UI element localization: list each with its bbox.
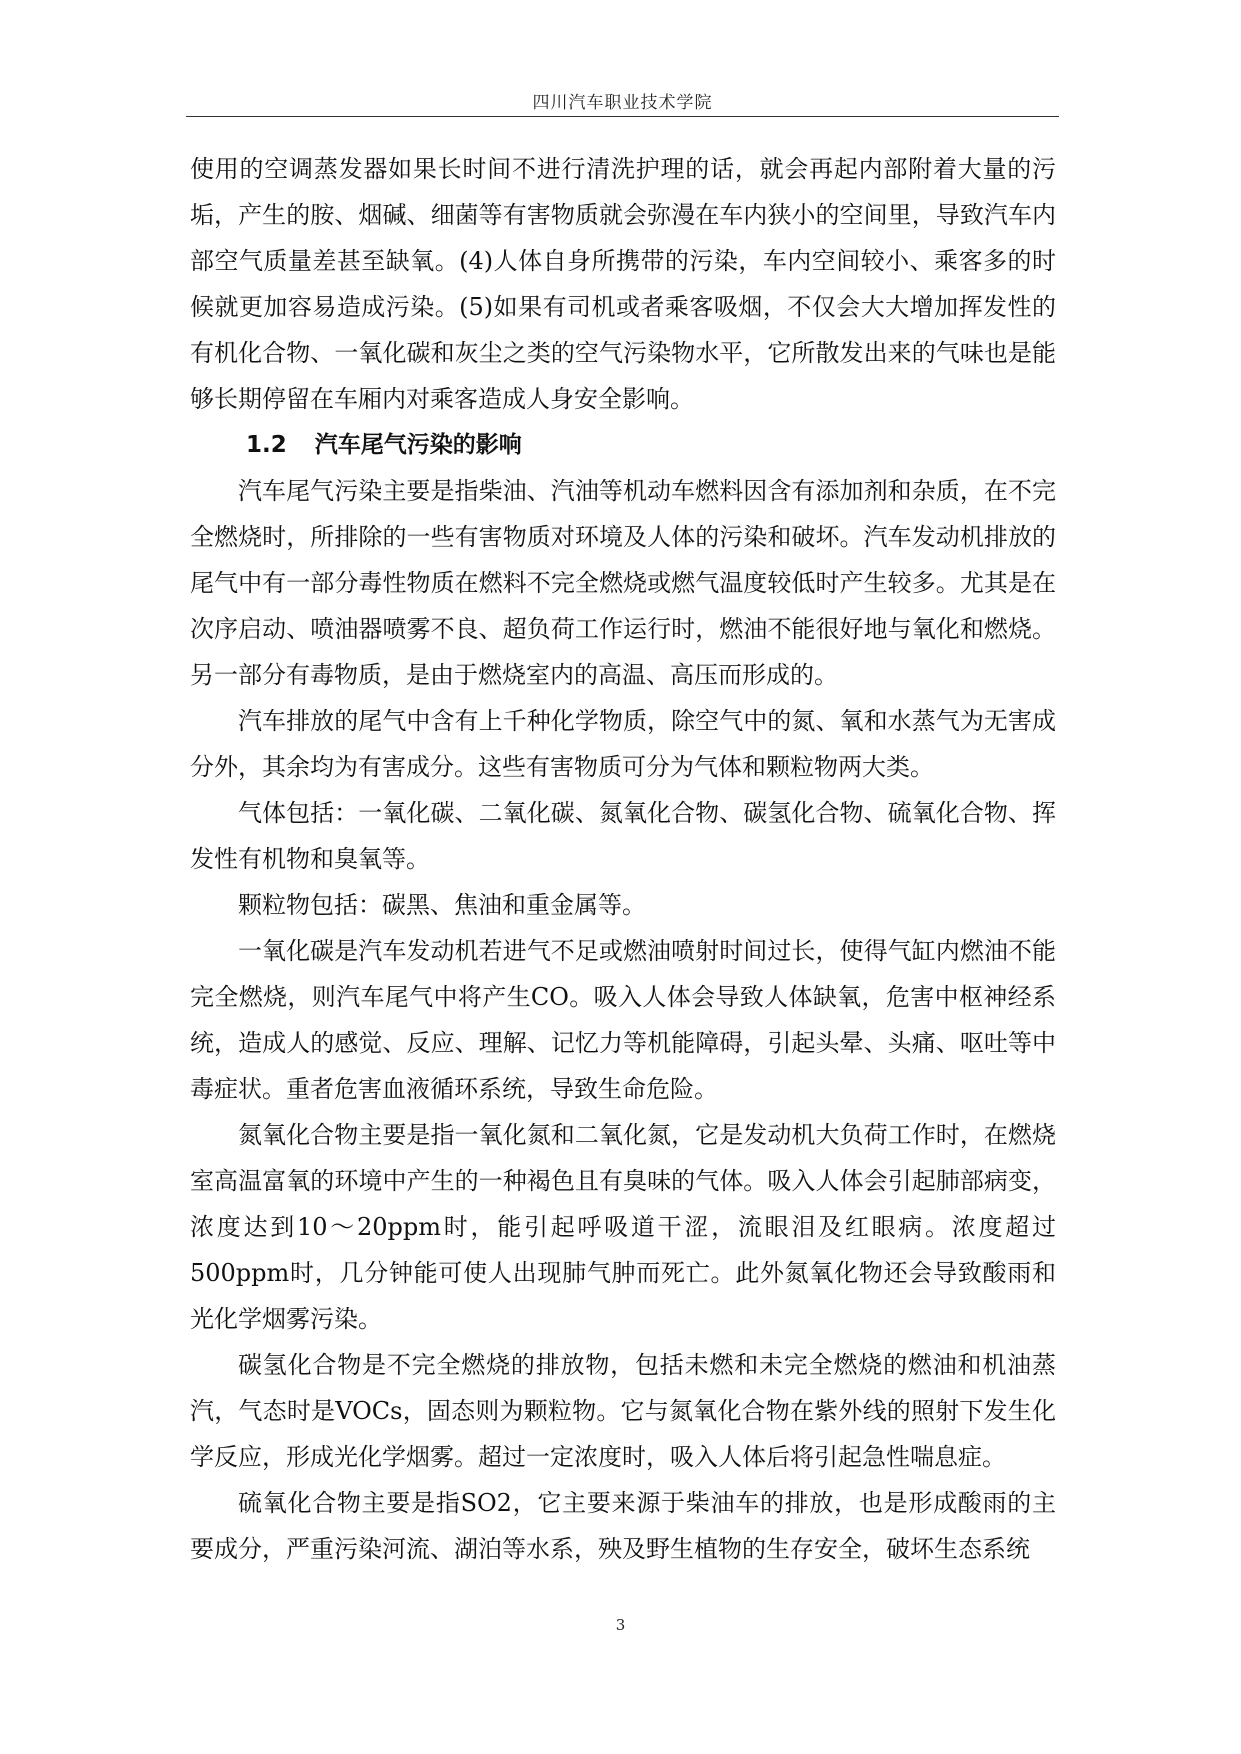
paragraph-continued: 使用的空调蒸发器如果长时间不进行清洗护理的话，就会再起内部附着大量的污垢，产生的胺、烟碱、细菌等有害物质就会弥漫在车内狭小的空间里，导致汽车内部空气质量差甚至缺氧。(4)人体自身所携带的污染，车内空间较小、乘客多的时候就更加容易造成污染。(5)如果有司机或者乘客吸烟，不仅会大大增加挥发性的有机化合物、一氧化碳和灰尘之类的空气污染物水平，它所散发出来的气味也是能够长期停留在车厢内对乘客造成人身安全影响。	[190, 155, 1056, 413]
paragraph-exhaust-composition: 汽车排放的尾气中含有上千种化学物质，除空气中的氮、氧和水蒸气为无害成分外，其余均为有害成分。这些有害物质可分为气体和颗粒物两大类。	[190, 707, 1056, 781]
header-divider	[186, 116, 1059, 117]
paragraph-gases: 气体包括：一氧化碳、二氧化碳、氮氧化合物、碳氢化合物、硫氧化合物、挥发性有机物和臭氧等。	[190, 799, 1056, 873]
page-number: 3	[615, 1616, 626, 1634]
document-body	[190, 146, 1056, 1572]
section-number: 1.2	[246, 432, 287, 458]
paragraph-nitrogen-oxides: 氮氧化合物主要是指一氧化氮和二氧化氮，它是发动机大负荷工作时，在燃烧室高温富氧的环境中产生的一种褐色且有臭味的气体。吸入人体会引起肺部病变，浓度达到10～20ppm时，能引起呼吸道干涩，流眼泪及红眼病。浓度超过500ppm时，几分钟能可使人出现肺气肿而死亡。此外氮氧化物还会导致酸雨和光化学烟雾污染。	[190, 1121, 1056, 1333]
section-heading	[190, 422, 1056, 468]
paragraph-carbon-monoxide: 一氧化碳是汽车发动机若进气不足或燃油喷射时间过长，使得气缸内燃油不能完全燃烧，则汽车尾气中将产生CO。吸入人体会导致人体缺氧，危害中枢神经系统，造成人的感觉、反应、理解、记忆力等机能障碍，引起头晕、头痛、呕吐等中毒症状。重者危害血液循环系统，导致生命危险。	[190, 937, 1056, 1103]
paragraph-particulates: 颗粒物包括：碳黑、焦油和重金属等。	[238, 891, 646, 919]
page-header-title: 四川汽车职业技术学院	[532, 93, 713, 113]
paragraph-sulfur-oxides: 硫氧化合物主要是指SO2，它主要来源于柴油车的排放，也是形成酸雨的主要成分，严重污染河流、湖泊等水系，殃及野生植物的生存安全，破坏生态系统	[190, 1489, 1056, 1563]
paragraph-hydrocarbons: 碳氢化合物是不完全燃烧的排放物，包括未燃和未完全燃烧的燃油和机油蒸汽，气态时是VOCs，固态则为颗粒物。它与氮氧化合物在紫外线的照射下发生化学反应，形成光化学烟雾。超过一定浓度时，吸入人体后将引起急性喘息症。	[190, 1351, 1056, 1471]
section-title: 汽车尾气污染的影响	[314, 432, 522, 458]
paragraph-exhaust-overview: 汽车尾气污染主要是指柴油、汽油等机动车燃料因含有添加剂和杂质，在不完全燃烧时，所排除的一些有害物质对环境及人体的污染和破坏。汽车发动机排放的尾气中有一部分毒性物质在燃料不完全燃烧或燃气温度较低时产生较多。尤其是在次序启动、喷油器喷雾不良、超负荷工作运行时，燃油不能很好地与氧化和燃烧。另一部分有毒物质，是由于燃烧室内的高温、高压而形成的。	[190, 477, 1056, 689]
